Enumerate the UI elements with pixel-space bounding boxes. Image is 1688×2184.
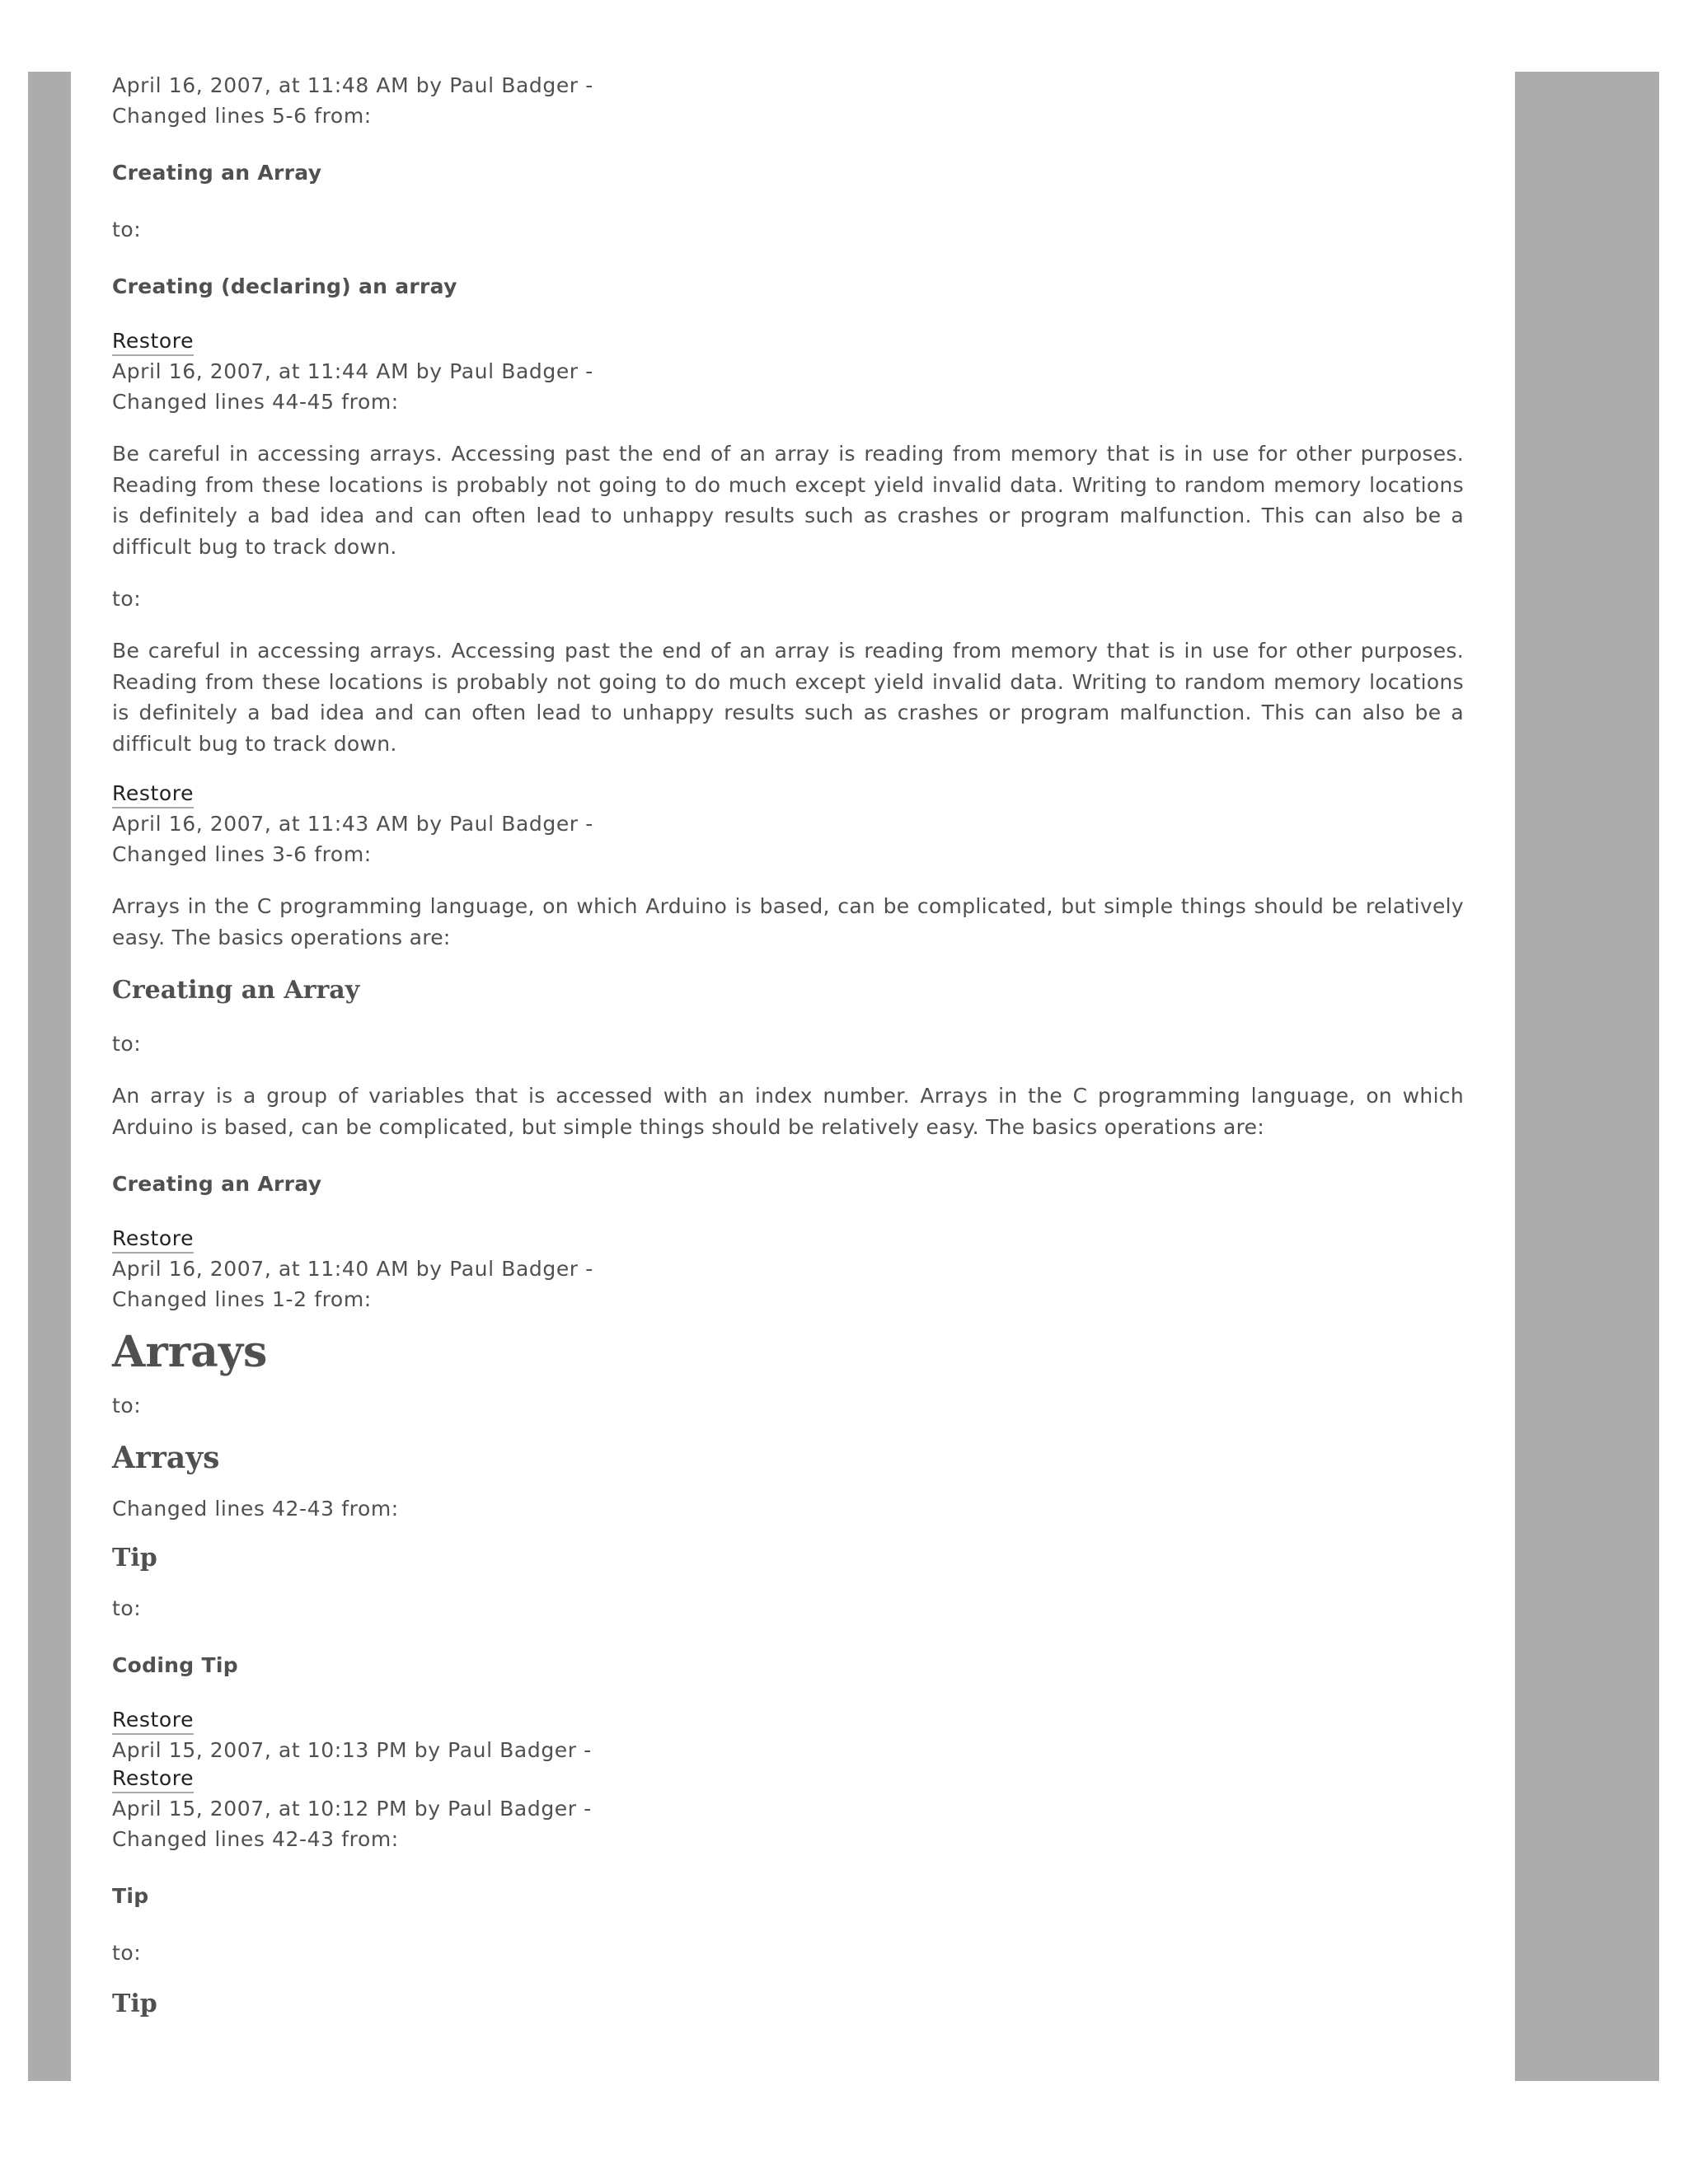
revision-meta: April 16, 2007, at 11:40 AM by Paul Badger -: [112, 1257, 593, 1281]
revision-meta: April 15, 2007, at 10:13 PM by Paul Badger -: [112, 1738, 592, 1762]
diff-to-label: to:: [112, 1596, 142, 1620]
changed-lines: Changed lines 42-43 from:: [112, 1827, 399, 1851]
diff-to-title: Arrays: [112, 1441, 220, 1475]
diff-to-heading: Coding Tip: [112, 1653, 238, 1677]
left-margin-bar: [28, 72, 71, 2081]
page-history-content: [112, 70, 1464, 2021]
revision-meta: April 16, 2007, at 11:48 AM by Paul Badger -: [112, 73, 593, 97]
changed-lines: Changed lines 3-6 from:: [112, 842, 372, 866]
revision-meta: April 16, 2007, at 11:43 AM by Paul Badger -: [112, 812, 593, 836]
diff-from-heading: Tip: [112, 1544, 157, 1572]
diff-from-heading: Creating an Array: [112, 976, 360, 1005]
diff-to-heading: Creating (declaring) an array: [112, 274, 457, 298]
diff-from-heading: Tip: [112, 1884, 149, 1908]
diff-to-label: to:: [112, 1032, 142, 1056]
diff-from-paragraph: Arrays in the C programming language, on which Arduino is based, can be complicated, but simple things should be relatively easy. The basics operations are:: [112, 894, 1464, 949]
right-margin-bar: [1515, 72, 1659, 2081]
restore-link[interactable]: Restore: [112, 1226, 194, 1254]
diff-from-title: Arrays: [112, 1327, 268, 1377]
changed-lines: Changed lines 44-45 from:: [112, 390, 399, 414]
diff-from-heading: Creating an Array: [112, 161, 322, 185]
diff-to-heading: Tip: [112, 1990, 157, 2018]
diff-to-label: to:: [112, 218, 142, 241]
changed-lines: Changed lines 1-2 from:: [112, 1287, 372, 1311]
diff-to-label: to:: [112, 1941, 142, 1965]
diff-to-paragraph: An array is a group of variables that is accessed with an index number. Arrays in the C programming language, on which Arduino is based, can be complicated, but simple things should be relatively easy. The basics operations are:: [112, 1084, 1464, 1139]
diff-to-label: to:: [112, 587, 142, 611]
diff-to-label: to:: [112, 1394, 142, 1418]
revision-meta: April 15, 2007, at 10:12 PM by Paul Badger -: [112, 1797, 592, 1821]
changed-lines: Changed lines 5-6 from:: [112, 104, 372, 128]
diff-to-heading: Creating an Array: [112, 1172, 322, 1196]
revision-meta: April 16, 2007, at 11:44 AM by Paul Badger -: [112, 359, 593, 383]
restore-link[interactable]: Restore: [112, 780, 194, 808]
diff-to-paragraph: Be careful in accessing arrays. Accessing past the end of an array is reading from memory that is in use for other purposes. Reading from these locations is probably not going to do much except yield invalid data. Writing to random memory locations is definitely a bad idea and can often lead to unhappy results such as crashes or program malfunction. This can also be a difficult bug to track down.: [112, 639, 1464, 756]
restore-link[interactable]: Restore: [112, 1765, 194, 1793]
restore-link[interactable]: Restore: [112, 1707, 194, 1735]
restore-link[interactable]: Restore: [112, 328, 194, 356]
diff-from-paragraph: Be careful in accessing arrays. Accessing past the end of an array is reading from memory that is in use for other purposes. Reading from these locations is probably not going to do much except yield invalid data. Writing to random memory locations is definitely a bad idea and can often lead to unhappy results such as crashes or program malfunction. This can also be a difficult bug to track down.: [112, 442, 1464, 559]
changed-lines: Changed lines 42-43 from:: [112, 1497, 399, 1521]
